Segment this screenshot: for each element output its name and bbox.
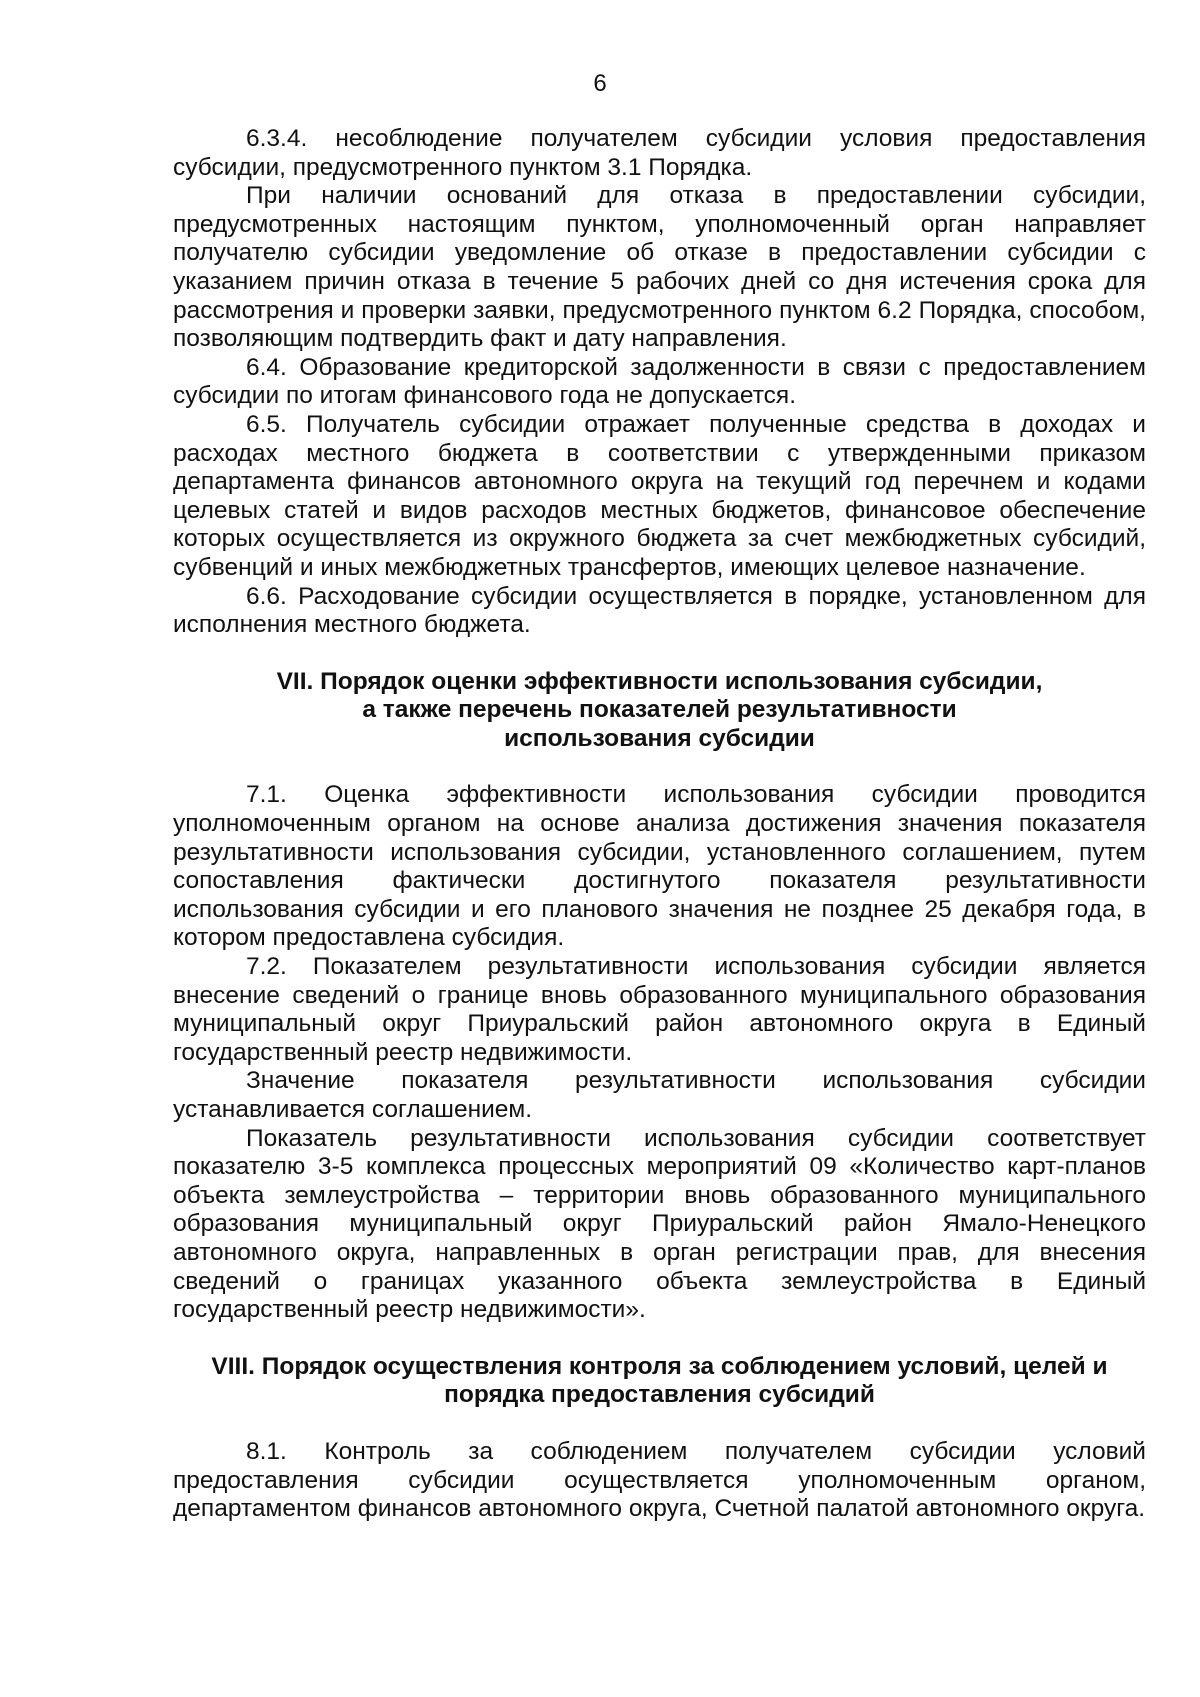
paragraph-6-6: 6.6. Расходование субсидии осуществляется в порядке, установленном для исполнения местного бюджета. [173, 582, 1146, 639]
paragraph-indicator-value: Значение показателя результативности использования субсидии устанавливается соглашением. [173, 1067, 1146, 1123]
paragraph-6-5: 6.5. Получатель субсидии отражает полученные средства в доходах и расходах местного бюджета в соответствии с утвержденными приказом департамента финансов автономного округа на текущий год перечнем и кодами целевых статей и видов расходов местных бюджетов, финансовое обеспечение которых осуществляется из окружного бюджета за счет межбюджетных субсидий, субвенций и иных межбюджетных трансфертов, имеющих целевое назначение. [173, 410, 1146, 581]
paragraph-refusal-notice: При наличии оснований для отказа в предоставлении субсидии, предусмотренных настоящим пунктом, уполномоченный орган направляет получателю субсидии уведомление об отказе в предоставлении субсидии с указанием причин отказа в течение 5 рабочих дней со дня истечения срока для рассмотрения и проверки заявки, предусмотренного пунктом 6.2 Порядка, способом, позволяющим подтвердить факт и дату направления. [173, 182, 1146, 353]
section-7-heading [173, 668, 1146, 754]
section-7-heading-line: а также перечень показателей результативности [362, 696, 957, 724]
section-7-heading-line: использования субсидии [504, 724, 815, 752]
paragraph-6-3-4: 6.3.4. несоблюдение получателем субсидии условия предоставления субсидии, предусмотренного пунктом 3.1 Порядка. [173, 125, 1146, 181]
paragraph-6-4: 6.4. Образование кредиторской задолженности в связи с предоставлением субсидии по итогам финансового года не допускается. [173, 353, 1146, 410]
section-8-heading-line: VIII. Порядок осуществления контроля за соблюдением условий, целей и [211, 1352, 1108, 1380]
section-7-heading-line: VII. Порядок оценки эффективности использования субсидии, [276, 667, 1043, 695]
page-number: 6 [593, 70, 607, 97]
paragraph-7-1: 7.1. Оценка эффективности использования субсидии проводится уполномоченным органом на основе анализа достижения значения показателя результативности использования субсидии, установленного соглашением, путем сопоставления фактически достигнутого показателя результативности использования субсидии и его планового значения не позднее 25 декабря года, в котором предоставлена субсидия. [173, 781, 1146, 952]
section-8-heading [173, 1353, 1146, 1410]
paragraph-8-1: 8.1. Контроль за соблюдением получателем субсидии условий предоставления субсидии осуществляется уполномоченным органом, департаментом финансов автономного округа, Счетной палатой автономного округа. [173, 1437, 1146, 1523]
paragraph-indicator-correspondence: Показатель результативности использования субсидии соответствует показателю 3-5 комплекса процессных мероприятий 09 «Количество карт-планов объекта землеустройства – территории вновь образованного муниципального образования муниципальный округ Приуральский район Ямало-Ненецкого автономного округа, направленных в орган регистрации прав, для внесения сведений о границах указанного объекта землеустройства в Единый государственный реестр недвижимости». [173, 1124, 1146, 1324]
paragraph-7-2: 7.2. Показателем результативности использования субсидии является внесение сведений о границе вновь образованного муниципального образования муниципальный округ Приуральский район автономного округа в Единый государственный реестр недвижимости. [173, 953, 1146, 1066]
document-body [173, 125, 1146, 1524]
section-8-heading-line: порядка предоставления субсидий [444, 1381, 875, 1409]
